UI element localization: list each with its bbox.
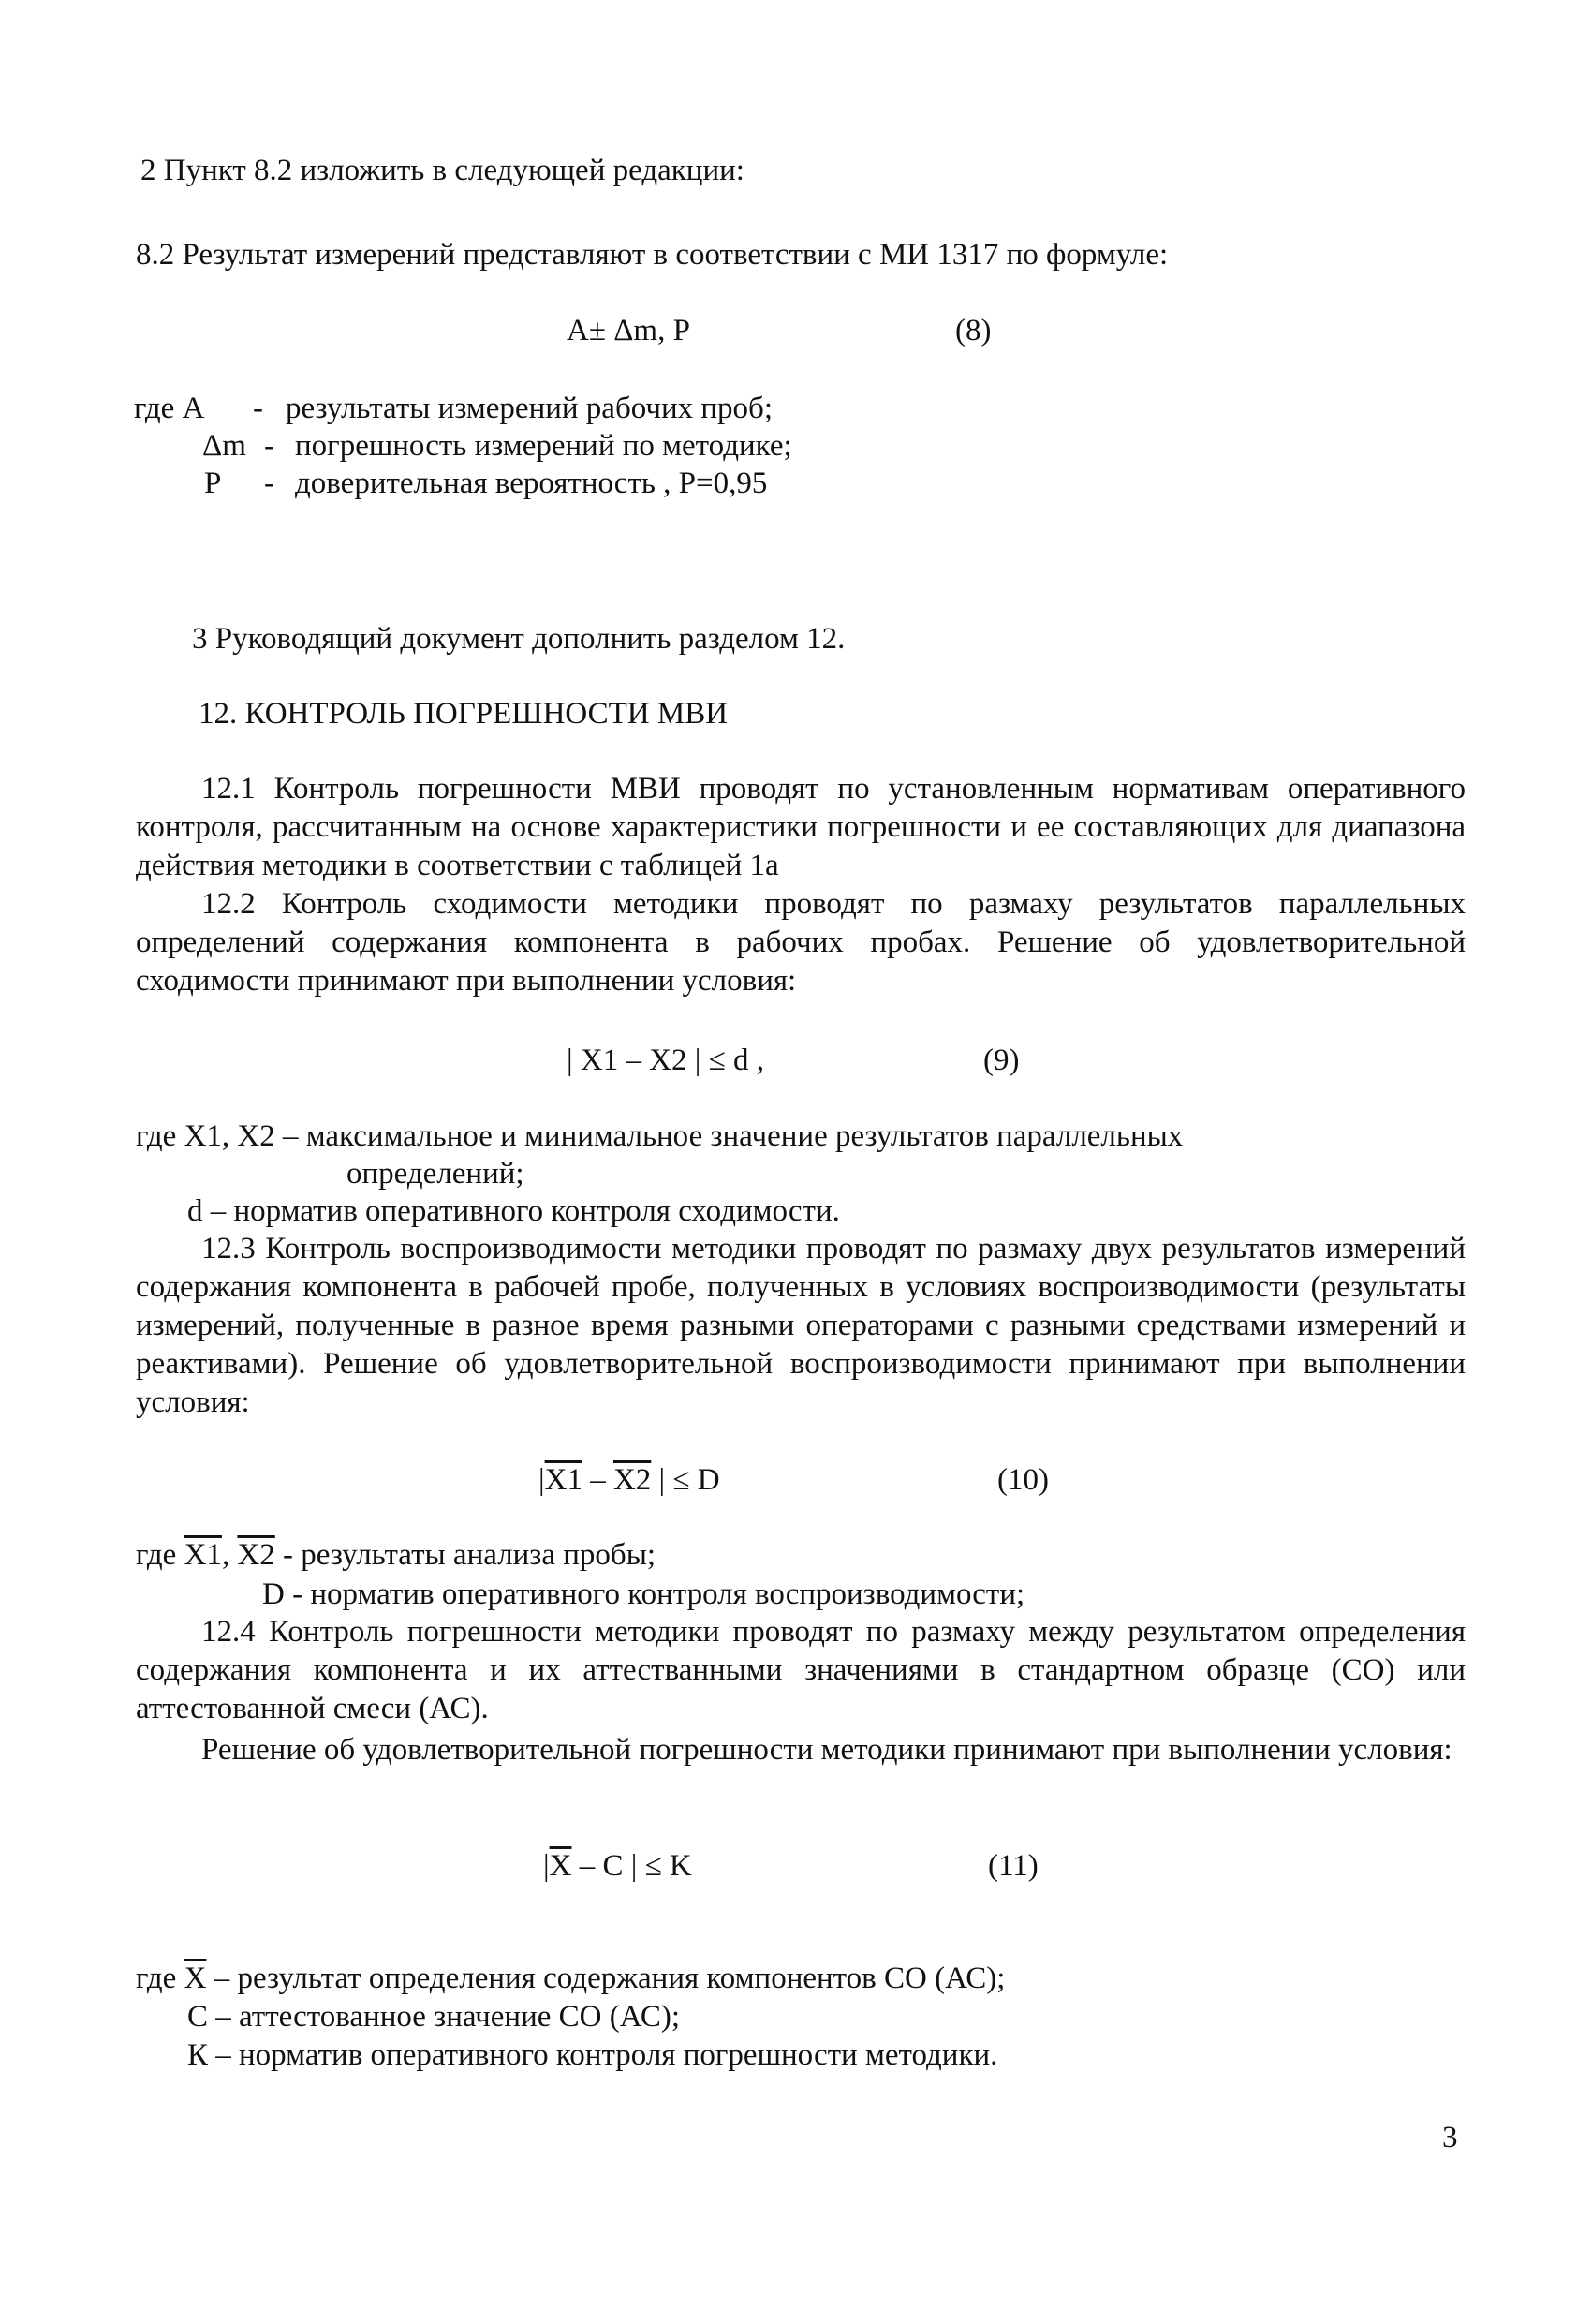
formula-11-rest: – C | ≤ K	[571, 1849, 692, 1883]
formula-10-rest: | ≤ D	[651, 1463, 720, 1497]
formula-9-number: (9)	[983, 1044, 1020, 1077]
formula-11-bar: |	[543, 1849, 550, 1883]
where-delta-dash: -	[264, 429, 274, 463]
where-x-mean-sep: ,	[221, 1538, 238, 1572]
where-p-symbol: Р	[204, 466, 222, 500]
where-x1-x2-cont: определений;	[346, 1157, 524, 1191]
where-x-mean-prefix: где	[136, 1538, 184, 1572]
paragraph-12-2: 12.2 Контроль сходимости методики проводят по размаху результатов параллельных определений содержания компонента в рабочих пробах. Решение об удовлетворительной сходимости принимают при выполнении условия:	[136, 887, 1466, 998]
where-k: К – норматив оперативного контроля погрешности методики.	[187, 2038, 998, 2072]
item-3-heading: 3 Руководящий документ дополнить разделом 12.	[192, 622, 846, 656]
where-x1-x2: где X1, X2 – максимальное и минимальное значение результатов параллельных	[136, 1119, 1184, 1153]
where-a-symbol: где А	[134, 392, 205, 425]
where-x1-x2-means	[136, 1536, 656, 1575]
paragraph-12-4-decision: Решение об удовлетворительной погрешности методики принимают при выполнении условия:	[201, 1733, 1452, 1767]
formula-11-x-mean: $\overline{X}$	[549, 1849, 572, 1883]
where-p-dash: -	[264, 466, 274, 500]
where-D: D - норматив оперативного контроля воспроизводимости;	[262, 1577, 1025, 1611]
where-p-text: доверительная вероятность , Р=0,95	[295, 466, 768, 500]
paragraph-12-3: 12.3 Контроль воспроизводимости методики проводят по размаху двух результатов измерений содержания компонента в рабочей пробе, полученных в условиях воспроизводимости (результаты измерений, полученные в разное время разными операторами с разными средствами измерений и реактивами). Решение об удовлетворительной воспроизводимости принимают при выполнении условия:	[136, 1232, 1466, 1419]
formula-8: А± Δm, Р	[567, 314, 690, 348]
formula-10-x2-mean: X2	[612, 1463, 652, 1497]
where-a-text: результаты измерений рабочих проб;	[286, 392, 774, 425]
formula-10-x1-mean: X1	[544, 1463, 582, 1497]
formula-10-number: (10)	[997, 1463, 1049, 1497]
where-delta-text: погрешность измерений по методике;	[295, 429, 792, 463]
item-2-heading: 2 Пункт 8.2 изложить в следующей редакции:	[140, 154, 744, 187]
where-x-mean	[136, 1960, 1005, 1998]
formula-9: | X1 – X2 | ≤ d ,	[567, 1044, 764, 1077]
paragraph-12-4: 12.4 Контроль погрешности методики проводят по размаху между результатом определения содержания компонента и их аттестванными значениями в стандартном образце (СО) или аттестованной смеси (АС).	[136, 1615, 1466, 1725]
formula-8-number: (8)	[955, 314, 992, 348]
formula-10-bar: |	[538, 1463, 545, 1497]
formula-11	[543, 1847, 692, 1886]
where-delta-symbol: Δm	[202, 429, 246, 463]
section-12-title: 12. КОНТРОЛЬ ПОГРЕШНОСТИ МВИ	[199, 697, 729, 731]
where-c: С – аттестованное значение СО (АС);	[187, 2000, 681, 2034]
where-x-mean-text: - результаты анализа пробы;	[274, 1538, 656, 1572]
where-x1-mean: X1	[184, 1538, 222, 1572]
where-x2-mean: X2	[237, 1538, 275, 1572]
paragraph-8-2: 8.2 Результат измерений представляют в соответствии с МИ 1317 по формуле:	[136, 238, 1169, 272]
formula-10-minus: –	[582, 1463, 613, 1497]
formula-10	[538, 1461, 720, 1500]
where-x-prefix: где	[136, 1961, 184, 1995]
paragraph-12-1: 12.1 Контроль погрешности МВИ проводят по установленным нормативам оперативного контроля, рассчитанным на основе характеристики погрешности и ее составляющих для диапазона действия методики в соответствии с таблицей 1а	[136, 772, 1466, 882]
where-a-dash: -	[253, 392, 263, 425]
where-x-symbol: $\overline{X}$	[184, 1961, 207, 1995]
formula-11-number: (11)	[988, 1849, 1039, 1883]
page-number: 3	[1442, 2121, 1458, 2154]
where-x-text: – результат определения содержания компонентов СО (АС);	[206, 1961, 1006, 1995]
where-d: d – норматив оперативного контроля сходимости.	[187, 1194, 840, 1228]
